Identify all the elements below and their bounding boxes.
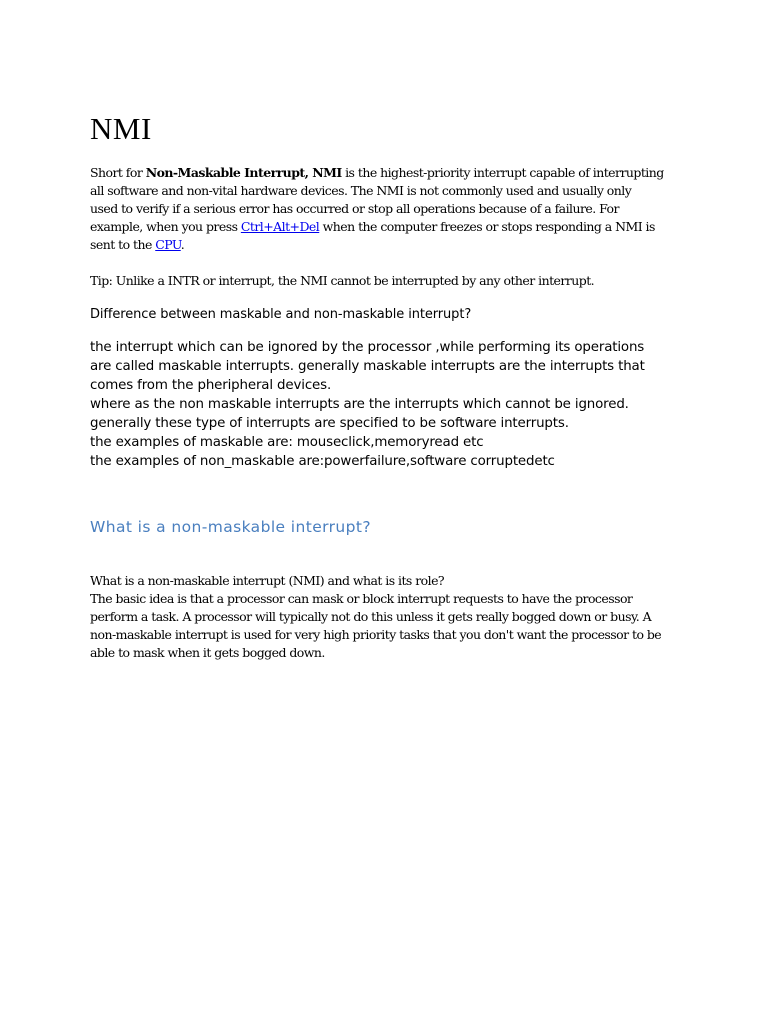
intro-bold-term: Non-Maskable Interrupt, NMI [145,165,342,180]
answer-line: generally these type of interrupts are specified to be software interrupts. [90,416,569,431]
section-line: able to mask when it gets bogged down. [90,645,325,660]
answer-line: the examples of maskable are: mouseclick,memoryread etc [90,435,484,450]
intro-line-4-pre: example, when you press [90,219,241,234]
intro-line-5 [90,236,686,254]
section-line: What is a non-maskable interrupt (NMI) and what is its role? [90,573,445,588]
answer-line: where as the non maskable interrupts are the interrupts which cannot be ignored. [90,397,629,412]
answer-line: the interrupt which can be ignored by the processor ,while performing its operations [90,340,645,355]
section-line: The basic idea is that a processor can mask or block interrupt requests to have the processor [90,591,633,606]
section-line: perform a task. A processor will typically not do this unless it gets really bogged down or busy. A [90,609,652,624]
question-text: Difference between maskable and non-maskable interrupt? [90,307,472,322]
intro-line-1 [90,164,686,182]
cpu-link[interactable]: CPU [155,237,181,252]
intro-line-5-pre: sent to the [90,237,156,252]
tip-text: Tip: Unlike a INTR or interrupt, the NMI cannot be interrupted by any other interrupt. [90,273,595,288]
answer-paragraph [90,338,690,471]
answer-line: are called maskable interrupts. generally maskable interrupts are the interrupts that [90,359,645,374]
section-heading: What is a non-maskable interrupt? [90,518,371,536]
section-body [90,572,690,662]
intro-line-2: all software and non-vital hardware devices. The NMI is not commonly used and usually only [90,183,632,198]
intro-line-4-post: when the computer freezes or stops responding a NMI is [319,219,655,234]
intro-line-3: used to verify if a serious error has occurred or stop all operations because of a failure. For [90,201,619,216]
intro-lead: Short for [90,165,146,180]
answer-line: the examples of non_maskable are:powerfailure,software corruptedetc [90,454,555,469]
intro-line-4 [90,218,686,236]
answer-line: comes from the pheripheral devices. [90,378,332,393]
page-title: NMI [90,111,152,146]
intro-paragraph [90,164,686,254]
section-line: non-maskable interrupt is used for very high priority tasks that you don't want the processor to be [90,627,662,642]
intro-line-5-post: . [180,237,185,252]
ctrl-alt-del-link[interactable]: Ctrl+Alt+Del [240,219,320,234]
intro-line-1-rest: is the highest-priority interrupt capable of interrupting [341,165,664,180]
